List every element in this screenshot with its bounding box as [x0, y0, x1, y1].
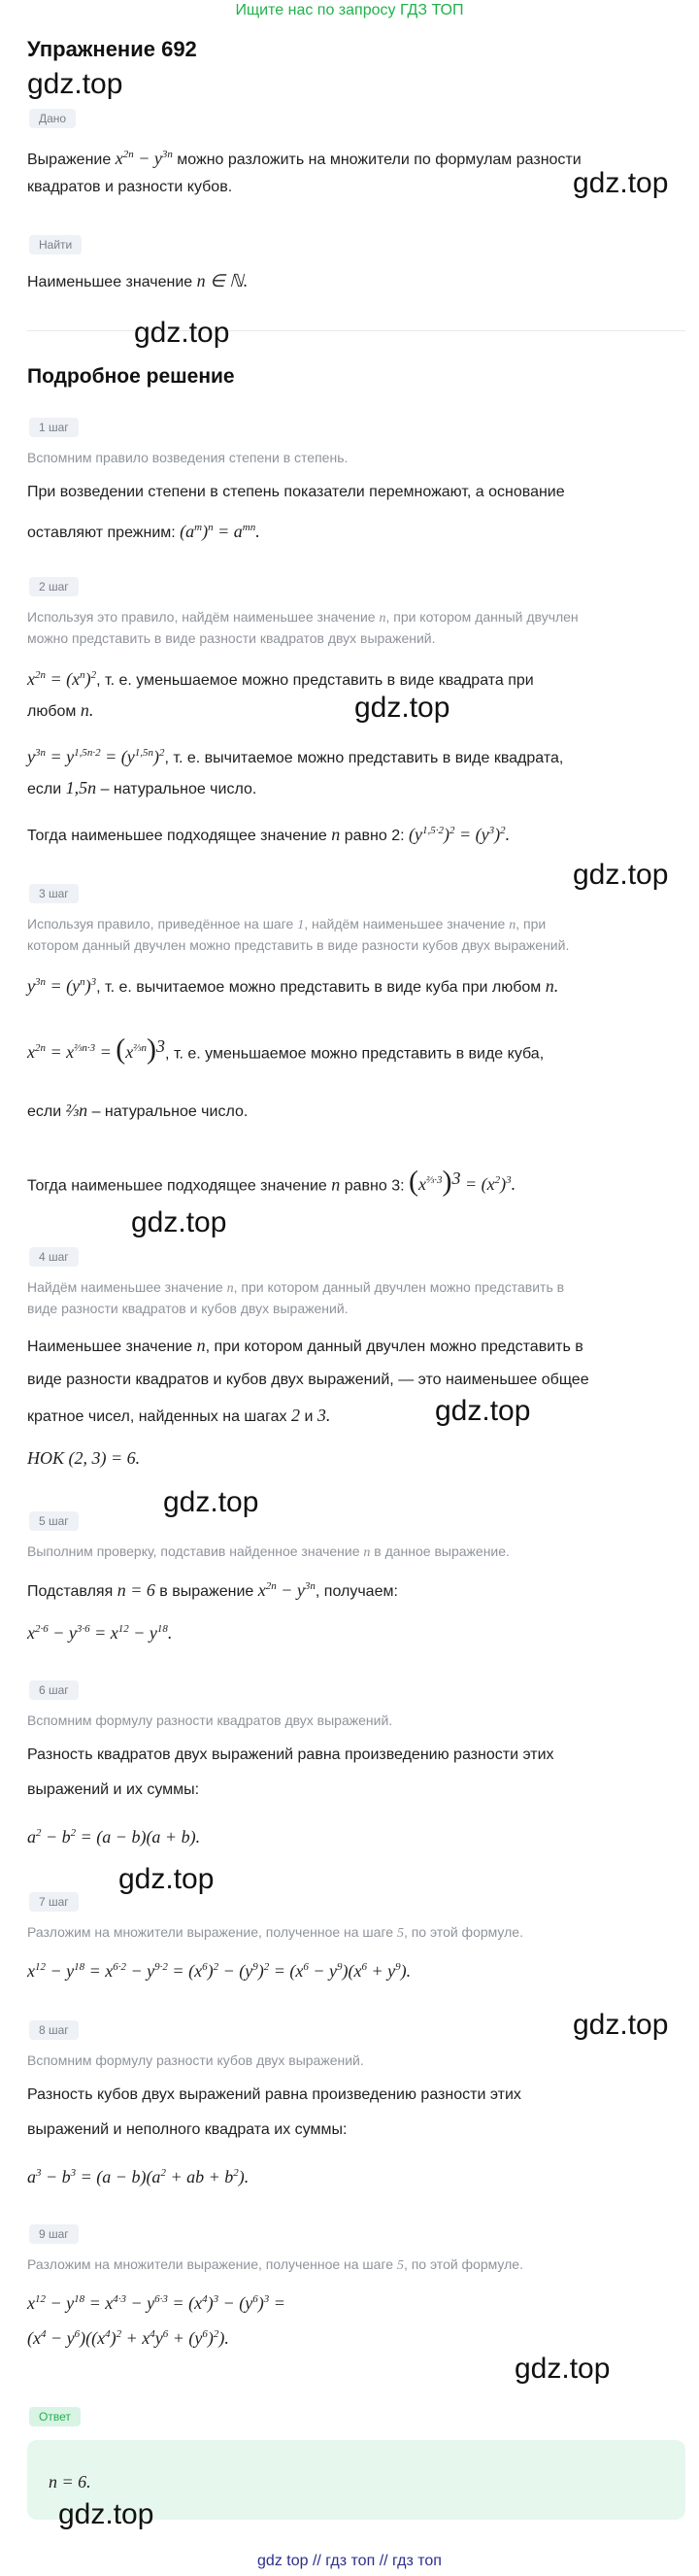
step-formula: $(x^4 - y^6)((x^4)^2 + x^4y^6 + (y^6)^2)$. [27, 2328, 229, 2348]
watermark: gdz.top [27, 68, 123, 100]
watermark: gdz.top [354, 692, 450, 724]
watermark: gdz.top [131, 1206, 227, 1238]
watermark: gdz.top [515, 2353, 611, 2385]
step-text: При возведении степени в степень показатели перемножают, а основание [27, 484, 565, 500]
step-text: виде разности квадратов и кубов двух выражений, — это наименьшее общее [27, 1372, 589, 1388]
step-hint: Вспомним формулу разности кубов двух выражений. [27, 2052, 364, 2068]
step-text: оставляют прежним: $(a^m)^n = a^{mn}$. [27, 522, 260, 541]
divider [27, 330, 685, 331]
step-text: если 1,5n – натуральное число. [27, 778, 257, 797]
watermark: gdz.top [435, 1395, 531, 1427]
step-text: Подставляя n = 6 в выражение $x^{2n} - y^{3n}$, получаем: [27, 1580, 398, 1600]
solution-title: Подробное решение [27, 365, 235, 388]
step-text: кратное чисел, найденных на шагах 2 и 3. [27, 1406, 331, 1425]
step-text: $x^{2n} = x^{\frac{2}{3}n\cdot 3} = (x^{\frac{2}{3}n})^3$, т. е. уменьшаемое можно представить в виде куба, [27, 1033, 545, 1066]
step-text: если ⅔n – натуральное число. [27, 1101, 249, 1120]
step-text: выражений и неполного квадрата их суммы: [27, 2121, 348, 2138]
find-chip: Найти [29, 235, 82, 254]
answer-value: n = 6. [49, 2472, 91, 2491]
step-formula: $a^2 - b^2 = (a - b)(a + b)$. [27, 1827, 201, 1847]
step-hint: Используя это правило, найдём наименьшее значение n, при котором данный двучлен [27, 609, 579, 626]
watermark: gdz.top [573, 859, 669, 891]
step-hint: Разложим на множители выражение, полученное на шаге 5, по этой формуле. [27, 2256, 523, 2273]
step-chip: 4 шаг [29, 1247, 79, 1267]
step-formula: НОК (2, 3) = 6. [27, 1448, 141, 1468]
step-hint: Разложим на множители выражение, полученное на шаге 5, по этой формуле. [27, 1924, 523, 1941]
step-text: Разность квадратов двух выражений равна произведению разности этих [27, 1746, 554, 1763]
step-hint: Найдём наименьшее значение n, при котором данный двучлен можно представить в [27, 1279, 565, 1296]
watermark: gdz.top [573, 2009, 669, 2041]
footer-links[interactable]: gdz top // гдз топ // гдз топ [257, 2553, 442, 2569]
step-formula: $x^{12} - y^{18} = x^{4\cdot 3} - y^{6\cdot 3} = (x^4)^3 - (y^6)^3$ = [27, 2293, 285, 2313]
step-text: Тогда наименьшее подходящее значение n равно 3: $(x^{\frac{2}{3}\cdot 3})^3 = (x^2)^3$. [27, 1165, 516, 1198]
step-hint: Выполним проверку, подставив найденное значение n в данное выражение. [27, 1543, 510, 1560]
given-line-2: квадратов и разности кубов. [27, 179, 233, 195]
given-line-1: Выражение $x^{2n} - y^{3n}$ можно разложить на множители по формулам разности [27, 149, 582, 168]
step-chip: 3 шаг [29, 884, 79, 903]
step-text: Тогда наименьшее подходящее значение n равно 2: $(y^{1,5\cdot 2})^2 = (y^3)^2$. [27, 825, 511, 844]
step-chip: 2 шаг [29, 577, 79, 596]
step-text: Разность кубов двух выражений равна произведению разности этих [27, 2086, 521, 2103]
step-hint: котором данный двучлен можно представить в виде разности кубов двух выражений. [27, 937, 570, 953]
step-chip: 9 шаг [29, 2224, 79, 2244]
step-chip: 6 шаг [29, 1680, 79, 1700]
step-text: Наименьшее значение n, при котором данный двучлен можно представить в [27, 1336, 583, 1355]
step-hint: Вспомним формулу разности квадратов двух выражений. [27, 1712, 393, 1728]
watermark: gdz.top [573, 167, 669, 199]
step-hint: Вспомним правило возведения степени в степень. [27, 450, 349, 465]
page-title: Упражнение 692 [27, 37, 197, 61]
step-text: выражений и их суммы: [27, 1781, 200, 1798]
step-chip: 7 шаг [29, 1892, 79, 1912]
step-formula: $x^{2\cdot 6} - y^{3\cdot 6} = x^{12} - y^{18}$. [27, 1623, 173, 1643]
step-formula: $a^3 - b^3 = (a - b)(a^2$ + ab + $b^2$). [27, 2167, 250, 2186]
step-hint: виде разности квадратов и кубов двух выражений. [27, 1301, 349, 1316]
step-chip: 5 шаг [29, 1511, 79, 1531]
watermark: gdz.top [58, 2498, 154, 2530]
watermark: gdz.top [118, 1863, 215, 1895]
step-chip: 8 шаг [29, 2020, 79, 2040]
step-text: любом n. [27, 700, 94, 720]
step-text: $y^{3n} = y^{1,5n\cdot 2} = (y^{1,5n})^2$, т. е. вычитаемое можно представить в виде квадрата, [27, 747, 564, 766]
watermark: gdz.top [163, 1486, 259, 1518]
step-text: $x^{2n} = (x^n)^2$, т. е. уменьшаемое можно представить в виде квадрата при [27, 669, 534, 689]
step-hint: можно представить в виде разности квадратов двух выражений. [27, 630, 436, 646]
search-banner: Ищите нас по запросу ГДЗ ТОП [235, 2, 464, 18]
step-text: $y^{3n} = (y^n)^3$, т. е. вычитаемое можно представить в виде куба при любом n. [27, 976, 559, 996]
step-formula: $x^{12} - y^{18} = x^{6\cdot 2} - y^{9\cdot 2} = (x^6)^2 - (y^9)^2 = (x^6 - y^9)(x^6 + y^9)$. [27, 1961, 412, 1981]
given-chip: Дано [29, 109, 76, 128]
step-chip: 1 шаг [29, 418, 79, 437]
find-line: Наименьшее значение n ∈ ℕ. [27, 271, 249, 290]
step-hint: Используя правило, приведённое на шаге 1, найдём наименьшее значение n, при [27, 916, 547, 932]
answer-chip: Ответ [29, 2407, 81, 2426]
watermark: gdz.top [134, 317, 230, 349]
